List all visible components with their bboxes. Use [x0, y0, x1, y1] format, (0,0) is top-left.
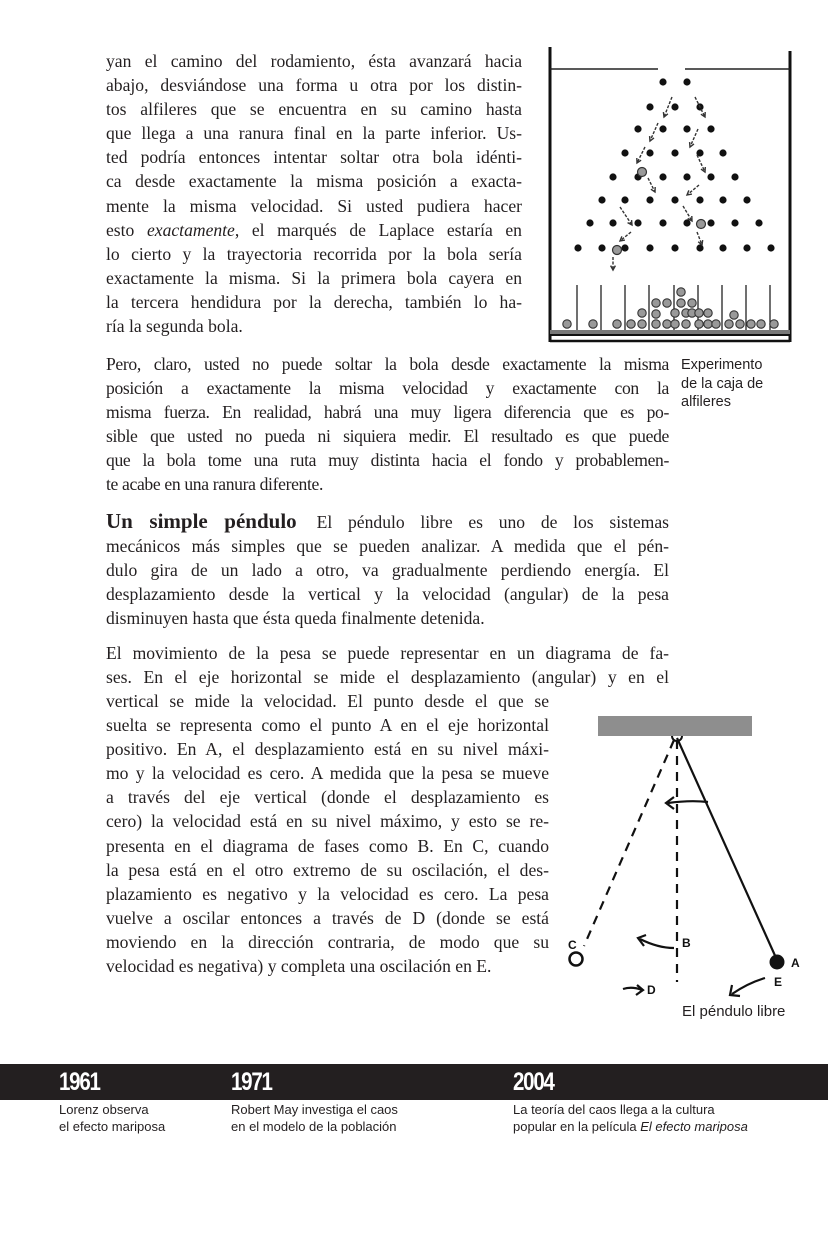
pinbox-caption [681, 356, 763, 412]
timeline-event-1971 [231, 1102, 398, 1135]
event-line: La teoría del caos llega a la cultura [513, 1102, 715, 1117]
settled-ball [677, 288, 685, 296]
pin [731, 219, 738, 226]
text-line: lo cierto y la trayectoria recorrida por la bola sería [106, 243, 522, 264]
timeline-event-2004 [513, 1102, 748, 1135]
text-span: popular en la película [513, 1118, 641, 1134]
text-line: que llega a una ranura final en la parte inferior. Us- [106, 123, 522, 144]
pin [683, 219, 690, 226]
pin [586, 219, 593, 226]
text-line: a través del eje vertical (donde el desplazamiento es [106, 787, 549, 808]
trajectory-arrow [687, 185, 699, 195]
settled-ball [663, 299, 671, 307]
arrow-d-icon [623, 985, 643, 995]
pin [683, 78, 690, 85]
event-line: en el modelo de la población [231, 1118, 397, 1134]
settled-ball [704, 320, 712, 328]
settled-ball [638, 309, 646, 317]
pin [683, 173, 690, 180]
pin [659, 219, 666, 226]
text-line [106, 509, 669, 534]
pinbox-pins [574, 78, 774, 251]
moving-ball [638, 168, 647, 177]
caption-line: de la caja de [681, 375, 764, 392]
pinbox-frame [550, 47, 790, 342]
box-floor [550, 330, 790, 334]
text-line: exactamente la misma. Si la primera bola cayera en [106, 267, 522, 288]
label-e: E [774, 975, 783, 989]
paragraph-imprecision [106, 352, 669, 497]
text-line: disminuyen hasta que ésta queda finalmente detenida. [106, 608, 485, 629]
settled-ball [770, 320, 778, 328]
pin [621, 244, 628, 251]
text-line: ses. En el eje horizontal se mide el desplazamiento (angular) y en el [106, 667, 669, 688]
settled-ball [613, 320, 621, 328]
trajectory-arrow [683, 206, 692, 221]
event-line: Robert May investiga el caos [231, 1102, 398, 1117]
text-line: ted podría entonces intentar soltar otra bola idénti- [106, 147, 522, 168]
settled-ball [652, 299, 660, 307]
pin [621, 196, 628, 203]
text-line: vertical se mide la velocidad. El punto desde el que se [106, 691, 549, 711]
event-line: el efecto mariposa [59, 1118, 166, 1134]
text-line: ría la segunda bola. [106, 316, 243, 337]
pin [671, 149, 678, 156]
label-c: C [568, 938, 577, 952]
text-line: mente la misma velocidad. Si usted pudiera hacer [106, 195, 522, 216]
settled-ball [671, 320, 679, 328]
pin [634, 125, 641, 132]
settled-ball [671, 309, 679, 317]
settled-ball [725, 320, 733, 328]
text-line: tos alfileres que se encuentra en su camino hasta [106, 99, 522, 120]
event-line: Lorenz observa [59, 1102, 149, 1117]
pinbox-experiment-figure [545, 45, 795, 345]
caption-line: Experimento [681, 357, 763, 373]
trajectory-arrow [620, 207, 632, 225]
text-line: mecánicos más simples que se pueden analizar. A medida que el pén- [106, 536, 669, 557]
pin [719, 196, 726, 203]
pin [719, 149, 726, 156]
paragraph-pinbox-intro [106, 49, 522, 338]
pin [671, 196, 678, 203]
pin [598, 244, 605, 251]
pinbox-arrows [611, 97, 706, 270]
settled-ball [747, 320, 755, 328]
settled-ball [736, 320, 744, 328]
text-line: desplazamiento desde la vertical y la velocidad (angular) de la pesa [106, 584, 669, 605]
paragraph-pendulum-intro [106, 509, 669, 630]
paragraph-phase-diagram-wide [106, 641, 669, 689]
pin [659, 173, 666, 180]
caption-line: alfileres [681, 394, 731, 410]
paragraph-phase-diagram-narrow [106, 689, 549, 978]
text-line: posición a exactamente la misma velocidad y exactamente con la [106, 378, 669, 399]
settled-ball [688, 299, 696, 307]
pin [646, 196, 653, 203]
settled-ball [695, 309, 703, 317]
pin [767, 244, 774, 251]
text-line: yan el camino del rodamiento, ésta avanzará hacia [106, 51, 522, 71]
settled-ball [682, 320, 690, 328]
text-line: positivo. En A, el desplazamiento está en su nivel máxi- [106, 739, 549, 760]
text-line: mo y la velocidad es cero. A medida que la pesa se mueve [106, 763, 549, 784]
pin [646, 149, 653, 156]
text-span: esto [106, 219, 147, 240]
text-line: suelta se representa como el punto A en el eje horizontal [106, 715, 549, 736]
text-line [106, 218, 522, 242]
text-line: dulo gira de un lado a otro, va gradualmente perdiendo energía. El [106, 560, 669, 581]
text-line: plazamiento es negativo y la velocidad es cero. La pesa [106, 883, 549, 904]
timeline-year-1961: 1961 [59, 1068, 100, 1096]
text-line: abajo, desviándose una forma u otra por los distin- [106, 75, 522, 96]
text-line: la pesa está en el otro extremo de su oscilación, el des- [106, 859, 549, 880]
pin [755, 219, 762, 226]
pin [707, 219, 714, 226]
pin [707, 125, 714, 132]
bob-a [770, 955, 785, 970]
pendulum-rod-a [677, 738, 777, 960]
text-line: sible que usted no pueda ni siquiera medir. El resultado es que puede [106, 426, 669, 447]
pin [659, 125, 666, 132]
text-line: velocidad es negativa) y completa una oscilación en E. [106, 956, 492, 977]
moving-ball [613, 246, 622, 255]
pin [646, 244, 653, 251]
text-line: la tercera hendidura por la derecha, también lo ha- [106, 291, 522, 312]
pin [671, 103, 678, 110]
settled-ball [652, 320, 660, 328]
settled-ball [757, 320, 765, 328]
timeline-year-1971: 1971 [231, 1068, 272, 1096]
emphasis-exactamente: exactamente [146, 219, 235, 240]
settled-ball [704, 309, 712, 317]
timeline-bar [0, 1064, 828, 1100]
pin [743, 196, 750, 203]
arrow-e-icon [730, 978, 765, 996]
arrow-b-icon [638, 935, 674, 948]
text-line: presenta en el diagrama de fases como B. En C, cuando [106, 835, 549, 856]
pin [719, 244, 726, 251]
text-line: cero) la velocidad está en su nivel máximo, y esto se re- [106, 811, 549, 832]
text-line: que la bola tome una ruta muy distinta hacia el fondo y probablemen- [106, 450, 669, 471]
pin [621, 149, 628, 156]
arrow-top-icon [666, 797, 708, 809]
settled-ball [712, 320, 720, 328]
text-span: , el marqués de Laplace estaría en [234, 219, 522, 240]
pin [696, 196, 703, 203]
pin [609, 219, 616, 226]
pendulum-ceiling [598, 716, 752, 736]
pin [659, 78, 666, 85]
pin [743, 244, 750, 251]
pin [598, 196, 605, 203]
pin [609, 173, 616, 180]
timeline-year-2004: 2004 [513, 1068, 554, 1096]
pin [574, 244, 581, 251]
pendulum-figure [560, 710, 810, 1000]
settled-ball [627, 320, 635, 328]
pin [646, 103, 653, 110]
label-d: D [647, 983, 656, 997]
bob-c [570, 953, 583, 966]
settled-ball [652, 310, 660, 318]
settled-ball [730, 311, 738, 319]
event-line [513, 1119, 748, 1136]
text-line: moviendo en la dirección contraria, de modo que su [106, 931, 549, 952]
settled-ball [589, 320, 597, 328]
pin [707, 173, 714, 180]
settled-ball [677, 299, 685, 307]
settled-ball [563, 320, 571, 328]
text-span: El péndulo libre es uno de los sistemas [316, 512, 669, 532]
pin [634, 219, 641, 226]
pendulum-caption: El péndulo libre [682, 1003, 786, 1020]
pendulum-rod-c-dashed [584, 740, 674, 946]
pin [671, 244, 678, 251]
text-line: ca desde exactamente la misma posición a exacta- [106, 171, 522, 192]
settled-ball [663, 320, 671, 328]
settled-ball [695, 320, 703, 328]
label-a: A [791, 956, 800, 970]
timeline-event-1961 [59, 1102, 165, 1135]
text-line: El movimiento de la pesa se puede representar en un diagrama de fa- [106, 643, 669, 663]
film-title: El efecto mariposa [640, 1118, 748, 1134]
text-line: vuelve a oscilar entonces a través de D (donde se está [106, 907, 549, 928]
text-line: te acabe en una ranura diferente. [106, 474, 324, 495]
label-b: B [682, 936, 691, 950]
settled-ball [638, 320, 646, 328]
text-line: Pero, claro, usted no puede soltar la bola desde exactamente la misma [106, 354, 669, 374]
text-line: misma fuerza. En realidad, habrá una muy ligera diferencia que es po- [106, 402, 669, 423]
section-heading: Un simple péndulo [106, 509, 297, 533]
pin [683, 125, 690, 132]
pin [731, 173, 738, 180]
moving-ball [697, 220, 706, 229]
